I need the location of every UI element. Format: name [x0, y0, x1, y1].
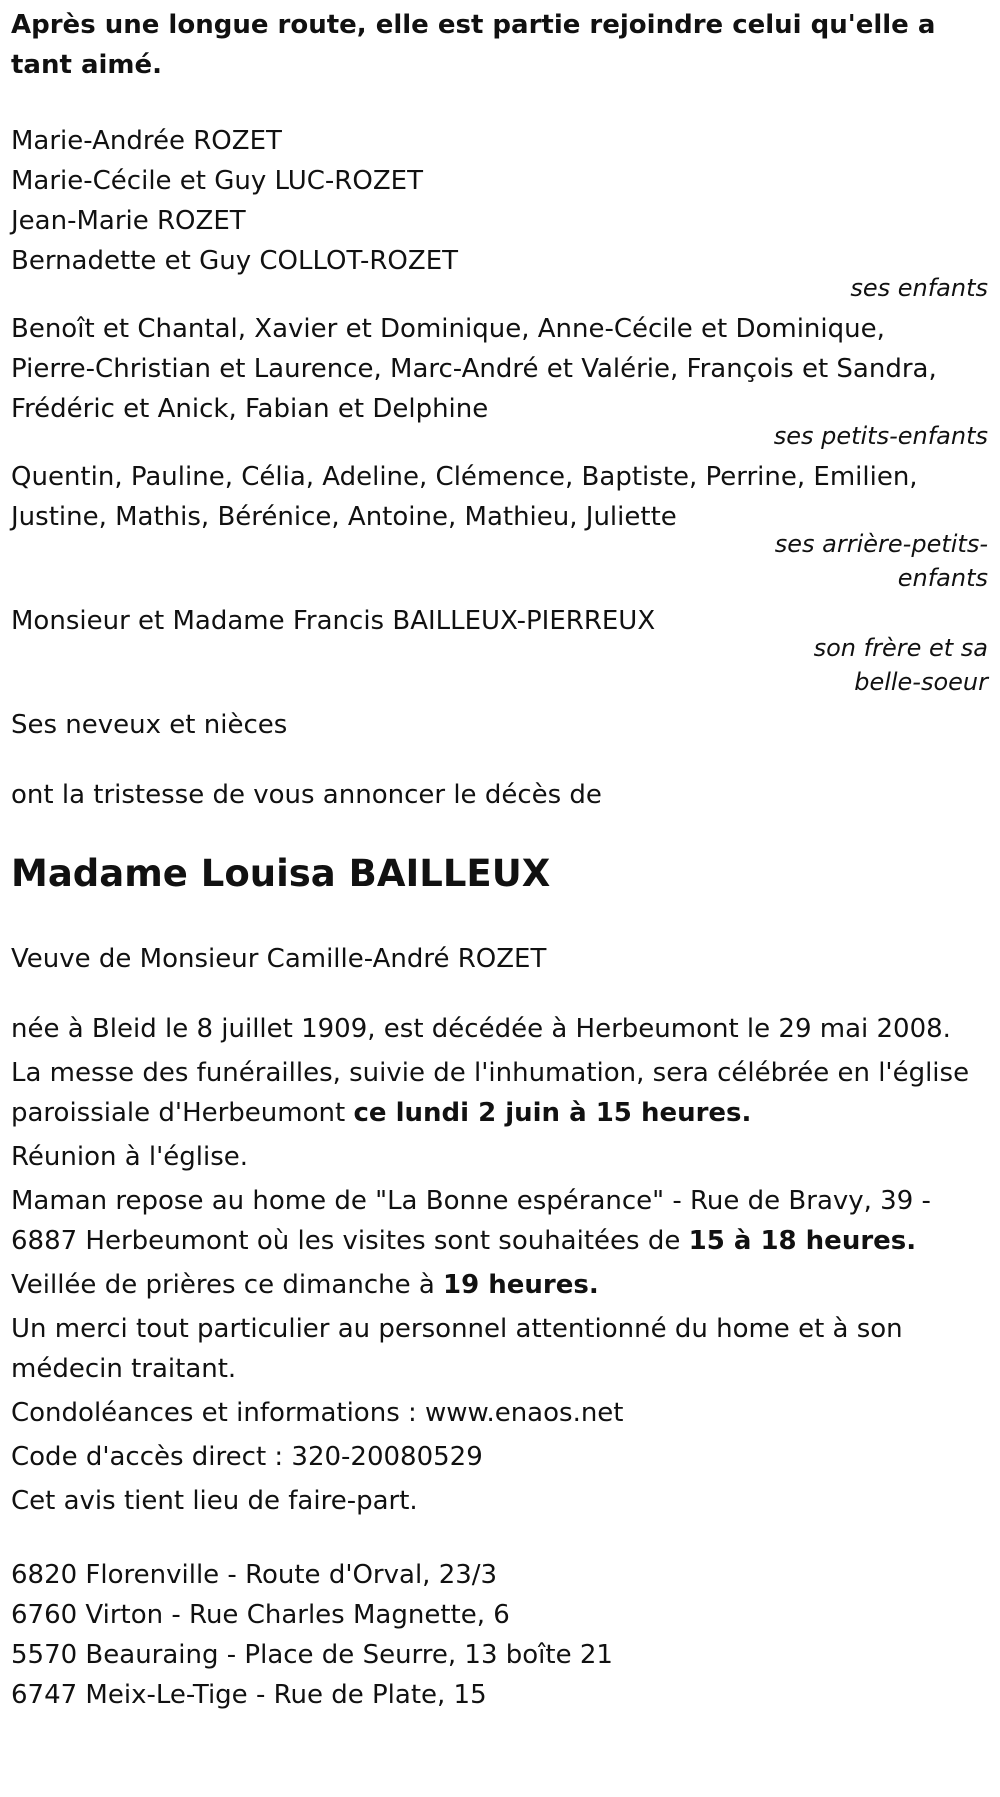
- mass-line-2: [11, 1093, 989, 1133]
- condolences-text: Condoléances et informations : www.enaos.net: [11, 1398, 624, 1428]
- thanks-line-1: Un merci tout particulier au personnel attentionné du home et à son: [11, 1314, 903, 1344]
- rest-line-2-start: 6887 Herbeumont où les visites sont souhaitées de: [11, 1226, 689, 1256]
- mass-text: [11, 1053, 989, 1133]
- address-line: 6760 Virton - Rue Charles Magnette, 6: [11, 1600, 510, 1630]
- relation-label-children: ses enfants: [850, 274, 988, 302]
- thanks-line-2: médecin traitant.: [11, 1354, 237, 1384]
- children-block: [11, 121, 989, 305]
- rest-line-1: Maman repose au home de "La Bonne espérance" - Rue de Bravy, 39 -: [11, 1186, 931, 1216]
- child-name: Marie-Cécile et Guy LUC-ROZET: [11, 166, 423, 196]
- relation-label-grandchildren: ses petits-enfants: [773, 422, 988, 450]
- address-line: 6747 Meix-Le-Tige - Rue de Plate, 15: [11, 1680, 487, 1710]
- spacer: [11, 1521, 989, 1555]
- spacer: [11, 979, 989, 1009]
- announcement-text: ont la tristesse de vous annoncer le décès de: [11, 780, 602, 810]
- rest-line-2: [11, 1221, 989, 1261]
- relation-label-sibling-1: son frère et sa: [813, 634, 988, 662]
- great-grandchildren-line: Quentin, Pauline, Célia, Adeline, Clémence, Baptiste, Perrine, Emilien,: [11, 462, 918, 492]
- address-line: 5570 Beauraing - Place de Seurre, 13 boîte 21: [11, 1640, 613, 1670]
- grandchildren-line: Frédéric et Anick, Fabian et Delphine: [11, 394, 489, 424]
- access-code-text: Code d'accès direct : 320-20080529: [11, 1442, 483, 1472]
- nephews-text: Ses neveux et nièces: [11, 710, 288, 740]
- vigil-text: [11, 1265, 989, 1305]
- vigil-start: Veillée de prières ce dimanche à: [11, 1270, 444, 1300]
- addresses-block: [11, 1555, 989, 1715]
- visiting-hours: 15 à 18 heures.: [688, 1226, 917, 1256]
- spacer: [11, 745, 989, 775]
- mass-datetime: ce lundi 2 juin à 15 heures.: [353, 1098, 752, 1128]
- grandchildren-line: Benoît et Chantal, Xavier et Dominique, Anne-Cécile et Dominique,: [11, 314, 885, 344]
- spacer: [11, 85, 989, 121]
- grandchildren-line: Pierre-Christian et Laurence, Marc-André et Valérie, François et Sandra,: [11, 354, 937, 384]
- sibling-name: Monsieur et Madame Francis BAILLEUX-PIERREUX: [11, 606, 656, 636]
- obituary-notice: [11, 0, 989, 1715]
- rest-text: [11, 1181, 989, 1261]
- meeting-text: Réunion à l'église.: [11, 1142, 249, 1172]
- intro-text: Après une longue route, elle est partie rejoindre celui qu'elle a tant aimé.: [11, 10, 936, 80]
- child-name: Marie-Andrée ROZET: [11, 126, 282, 156]
- notice-text: Cet avis tient lieu de faire-part.: [11, 1486, 418, 1516]
- address-line: 6820 Florenville - Route d'Orval, 23/3: [11, 1560, 498, 1590]
- relation-label-sibling-2: belle-soeur: [854, 668, 988, 696]
- child-name: Bernadette et Guy COLLOT-ROZET: [11, 246, 459, 276]
- grandchildren-block: [11, 309, 989, 453]
- vigil-time: 19 heures.: [443, 1270, 599, 1300]
- mass-line-2-start: paroissiale d'Herbeumont: [11, 1098, 354, 1128]
- widow-of-text: Veuve de Monsieur Camille-André ROZET: [11, 944, 547, 974]
- mass-line-1: La messe des funérailles, suivie de l'inhumation, sera célébrée en l'église: [11, 1058, 970, 1088]
- great-grandchildren-line: Justine, Mathis, Bérénice, Antoine, Mathieu, Juliette: [11, 502, 677, 532]
- great-grandchildren-block: [11, 457, 989, 595]
- thanks-text: [11, 1309, 989, 1389]
- born-died-text: née à Bleid le 8 juillet 1909, est décédée à Herbeumont le 29 mai 2008.: [11, 1014, 951, 1044]
- relation-label-great-grandchildren-1: ses arrière-petits-: [774, 530, 988, 558]
- deceased-name: Madame Louisa BAILLEUX: [11, 852, 551, 895]
- sibling-block: [11, 601, 989, 699]
- relation-label-great-grandchildren-2: enfants: [897, 564, 988, 592]
- child-name: Jean-Marie ROZET: [11, 206, 246, 236]
